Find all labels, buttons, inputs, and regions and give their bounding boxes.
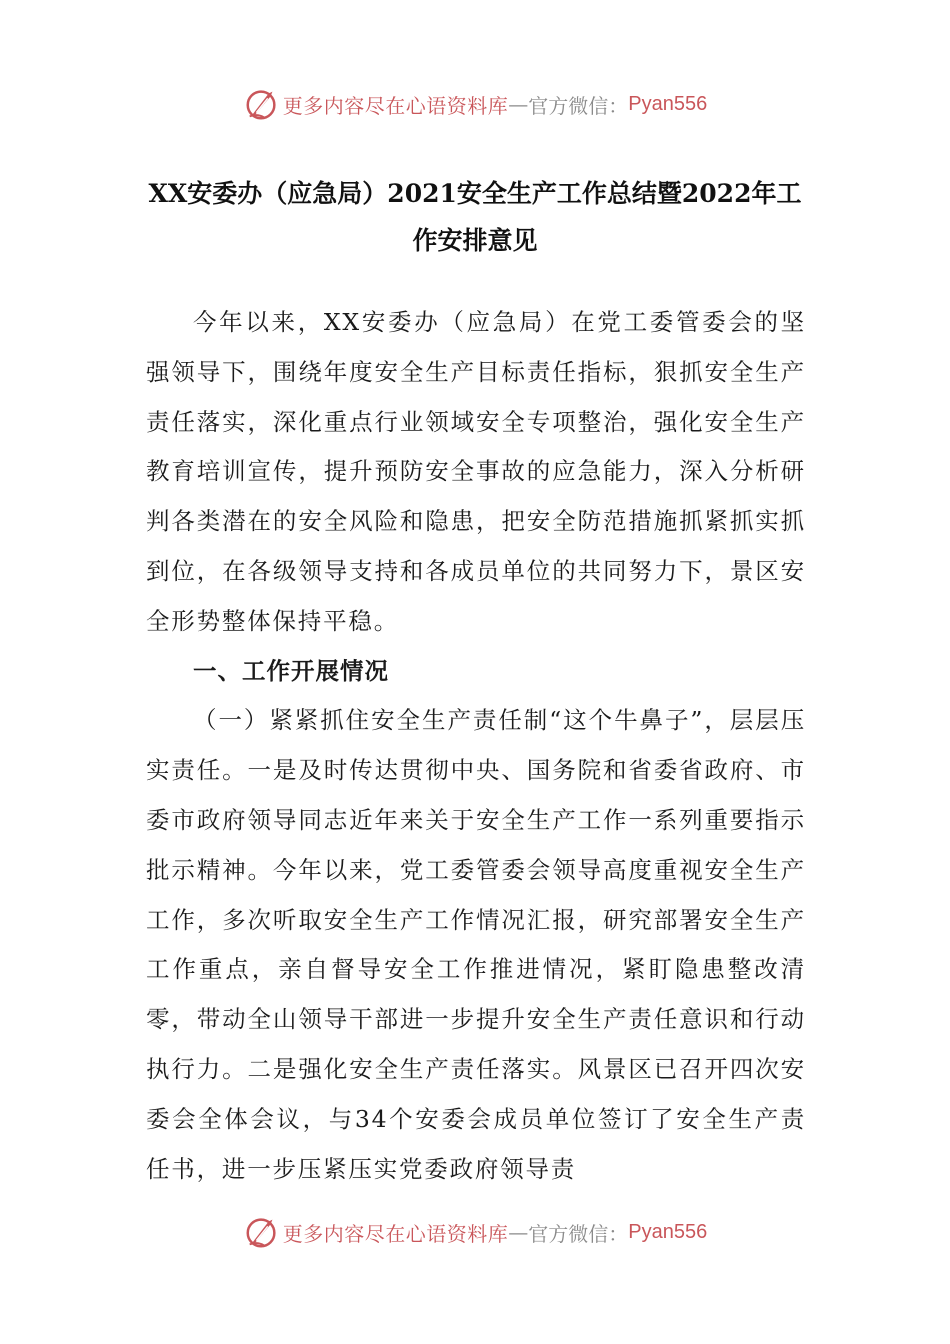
banner-separator: — xyxy=(508,92,529,116)
banner-text: 更多内容尽在心语资料库 xyxy=(282,1221,509,1246)
document-title xyxy=(140,170,810,264)
document-body xyxy=(146,298,806,1194)
banner-text: 更多内容尽在心语资料库 xyxy=(282,93,509,118)
banner-wechat-id: Pyan556 xyxy=(628,1220,708,1243)
intro-paragraph: 今年以来，XX安委办（应急局）在党工委管委会的坚强领导下，围绕年度安全生产目标责任指标，狠抓安全生产责任落实，深化重点行业领域安全专项整治，强化安全生产教育培训宣传，提升预防安全事故的应急能力，深入分析研判各类潜在的安全风险和隐患，把安全防范措施抓紧抓实抓到位，在各级领导支持和各成员单位的共同努力下，景区安全形势整体保持平稳。 xyxy=(146,308,806,635)
title-line-1: XX安委办（应急局）2021安全生产工作总结暨2022年工 xyxy=(148,179,802,208)
section-1-heading: 一、工作开展情况 xyxy=(193,656,389,685)
watermark-banner-top xyxy=(0,82,950,126)
banner-separator: — xyxy=(508,1220,529,1244)
quill-logo-icon xyxy=(243,85,281,123)
quill-logo-icon xyxy=(243,1213,281,1251)
watermark-banner-bottom xyxy=(0,1210,950,1254)
banner-wechat-label: 官方微信： xyxy=(528,93,629,118)
section-1-paragraph: （一）紧紧抓住安全生产责任制“这个牛鼻子”，层层压实责任。一是及时传达贯彻中央、国务院和省委省政府、市委市政府领导同志近年来关于安全生产工作一系列重要指示批示精神。今年以来，党工委管委会领导高度重视安全生产工作，多次听取安全生产工作情况汇报，研究部署安全生产工作重点，亲自督导安全工作推进情况，紧盯隐患整改清零，带动全山领导干部进一步提升安全生产责任意识和行动执行力。二是强化安全生产责任落实。风景区已召开四次安委会全体会议，与34个安委会成员单位签订了安全生产责任书，进一步压紧压实党委政府领导责 xyxy=(146,706,806,1183)
title-line-2: 作安排意见 xyxy=(412,226,538,255)
banner-wechat-label: 官方微信： xyxy=(528,1221,629,1246)
banner-wechat-id: Pyan556 xyxy=(628,92,708,115)
